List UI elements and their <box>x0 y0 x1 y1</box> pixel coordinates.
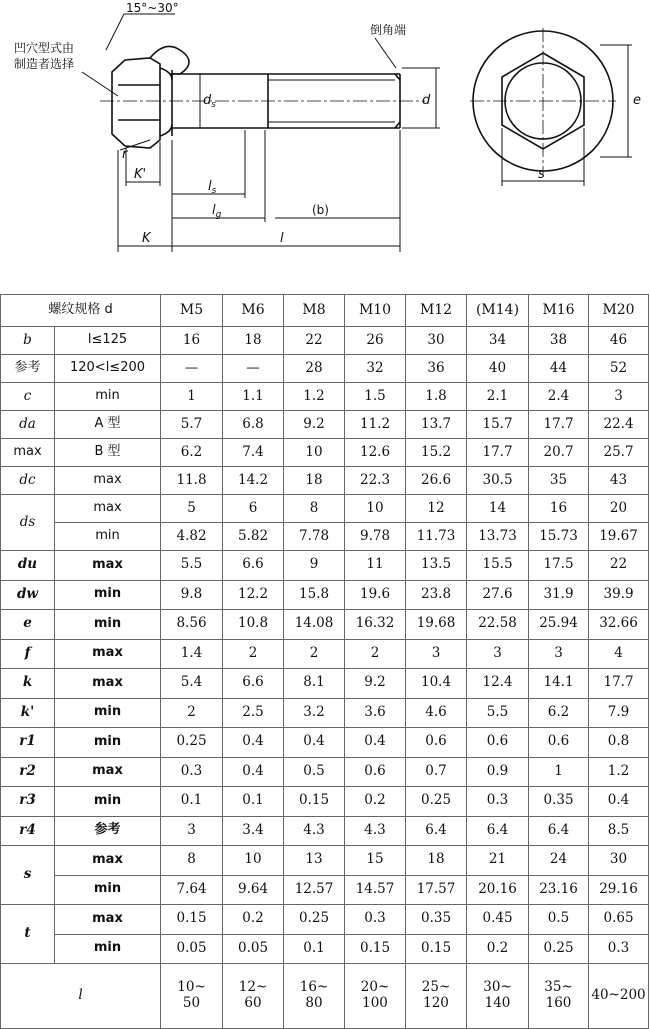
row-condition: min <box>55 787 161 817</box>
cell: 22 <box>589 551 649 581</box>
cell: 19.6 <box>345 580 406 610</box>
cell: 0.15 <box>161 905 223 935</box>
cell: 0.1 <box>161 787 223 817</box>
table-row <box>1 327 649 355</box>
cell: 0.2 <box>467 934 529 964</box>
cell: 3.2 <box>284 698 345 728</box>
length-range: 10~ 50 <box>161 964 223 1029</box>
cell: 18 <box>406 846 467 876</box>
cell: 16 <box>529 495 589 523</box>
cell: 0.3 <box>345 905 406 935</box>
row-condition: 120<l≤200 <box>55 355 161 383</box>
table-row <box>1 846 649 876</box>
row-symbol: c <box>1 383 55 411</box>
cell: 11.8 <box>161 467 223 495</box>
row-condition: max <box>55 846 161 876</box>
row-symbol: dw <box>1 580 55 610</box>
table-row <box>1 439 649 467</box>
cell: 14.2 <box>223 467 284 495</box>
cell: 1.5 <box>345 383 406 411</box>
cell: 1.8 <box>406 383 467 411</box>
recess-note-line1: 凹穴型式由 <box>14 41 75 55</box>
cell: 5 <box>161 495 223 523</box>
dim-l: l <box>280 231 284 246</box>
cell: 10 <box>284 439 345 467</box>
cell: 8.56 <box>161 610 223 640</box>
cell: 27.6 <box>467 580 529 610</box>
cell: 6 <box>223 495 284 523</box>
cell: 26 <box>345 327 406 355</box>
row-condition: max <box>55 467 161 495</box>
cell: 29.16 <box>589 875 649 905</box>
cell: 6.4 <box>529 816 589 846</box>
cell: 12.57 <box>284 875 345 905</box>
table-row <box>1 934 649 964</box>
cell: 39.9 <box>589 580 649 610</box>
cell: 10.8 <box>223 610 284 640</box>
recess-note-line2: 制造者选择 <box>14 57 75 71</box>
cell: 2 <box>161 698 223 728</box>
cell: 15.8 <box>284 580 345 610</box>
cell: 3 <box>589 383 649 411</box>
cell: 20.16 <box>467 875 529 905</box>
row-symbol: r2 <box>1 757 55 787</box>
row-condition: min <box>55 580 161 610</box>
cell: 1.2 <box>284 383 345 411</box>
length-range: 20~ 100 <box>345 964 406 1029</box>
row-symbol: da <box>1 411 55 439</box>
cell: 0.5 <box>284 757 345 787</box>
length-range: 40~200 <box>589 964 649 1029</box>
cell: 11 <box>345 551 406 581</box>
table-row <box>1 467 649 495</box>
angle-label: 15°~30° <box>126 1 179 15</box>
table-row <box>1 411 649 439</box>
cell: 8.1 <box>284 669 345 699</box>
table-row <box>1 383 649 411</box>
thread-spec-header: 螺纹规格 d <box>1 295 161 327</box>
row-condition: B 型 <box>55 439 161 467</box>
cell: 14.08 <box>284 610 345 640</box>
cell: 13.7 <box>406 411 467 439</box>
cell: 0.15 <box>345 934 406 964</box>
cell: 6.2 <box>161 439 223 467</box>
cell: 0.05 <box>161 934 223 964</box>
cell: 0.1 <box>284 934 345 964</box>
cell: 34 <box>467 327 529 355</box>
cell: 0.25 <box>284 905 345 935</box>
cell: 0.15 <box>406 934 467 964</box>
table-row <box>1 816 649 846</box>
cell: 52 <box>589 355 649 383</box>
cell: 7.64 <box>161 875 223 905</box>
cell: 13.73 <box>467 523 529 551</box>
table-row <box>1 698 649 728</box>
flange-bolt-dimension-table <box>0 294 649 1029</box>
cell: 35 <box>529 467 589 495</box>
cell: 14.57 <box>345 875 406 905</box>
row-symbol: du <box>1 551 55 581</box>
cell: 4.3 <box>284 816 345 846</box>
cell: 0.1 <box>223 787 284 817</box>
cell: 0.3 <box>161 757 223 787</box>
size-1: M6 <box>223 295 284 327</box>
cell: 6.4 <box>406 816 467 846</box>
cell: 3.4 <box>223 816 284 846</box>
cell: 13.5 <box>406 551 467 581</box>
cell: 9 <box>284 551 345 581</box>
cell: 0.15 <box>284 787 345 817</box>
length-symbol: l <box>1 964 161 1029</box>
view-b-label: (b) <box>312 203 329 217</box>
cell: 9.8 <box>161 580 223 610</box>
cell: 9.64 <box>223 875 284 905</box>
cell: 31.9 <box>529 580 589 610</box>
dim-ls: $l_s$ <box>208 179 217 196</box>
table-row <box>1 875 649 905</box>
row-symbol: r3 <box>1 787 55 817</box>
cell: 5.5 <box>467 698 529 728</box>
cell: 8.5 <box>589 816 649 846</box>
cell: 0.25 <box>161 728 223 758</box>
row-condition: min <box>55 728 161 758</box>
cell: 3 <box>467 639 529 669</box>
table-row <box>1 355 649 383</box>
cell: 8 <box>161 846 223 876</box>
cell: 5.4 <box>161 669 223 699</box>
cell: 20 <box>589 495 649 523</box>
bolt-technical-drawing <box>0 0 650 290</box>
cell: 8 <box>284 495 345 523</box>
cell: 3 <box>406 639 467 669</box>
cell: 13 <box>284 846 345 876</box>
row-condition: max <box>55 669 161 699</box>
cell: 23.16 <box>529 875 589 905</box>
cell: 1.2 <box>589 757 649 787</box>
cell: 19.67 <box>589 523 649 551</box>
cell: 30 <box>589 846 649 876</box>
cell: 9.78 <box>345 523 406 551</box>
cell: 4.3 <box>345 816 406 846</box>
table-row <box>1 728 649 758</box>
cell: 6.8 <box>223 411 284 439</box>
cell: 28 <box>284 355 345 383</box>
cell: 17.5 <box>529 551 589 581</box>
cell: 12.4 <box>467 669 529 699</box>
cell: 17.57 <box>406 875 467 905</box>
size-6: M16 <box>529 295 589 327</box>
cell: 0.4 <box>345 728 406 758</box>
cell: 2.1 <box>467 383 529 411</box>
cell: 5.5 <box>161 551 223 581</box>
cell: 0.35 <box>406 905 467 935</box>
cell: 22.3 <box>345 467 406 495</box>
cell: 15.5 <box>467 551 529 581</box>
table-row <box>1 551 649 581</box>
row-symbol: max <box>1 439 55 467</box>
cell: 15.73 <box>529 523 589 551</box>
cell: 6.6 <box>223 669 284 699</box>
cell: 30 <box>406 327 467 355</box>
row-symbol: r4 <box>1 816 55 846</box>
cell: 36 <box>406 355 467 383</box>
row-condition: min <box>55 610 161 640</box>
table-row <box>1 905 649 935</box>
cell: 14 <box>467 495 529 523</box>
row-symbol: k' <box>1 698 55 728</box>
row-symbol: s <box>1 846 55 905</box>
table-row <box>1 669 649 699</box>
cell: 0.25 <box>529 934 589 964</box>
dim-Kp: K' <box>134 167 147 182</box>
cell: 2 <box>284 639 345 669</box>
cell: 3 <box>529 639 589 669</box>
dim-lg: $l_g$ <box>212 203 222 220</box>
row-condition: A 型 <box>55 411 161 439</box>
table-row <box>1 757 649 787</box>
size-2: M8 <box>284 295 345 327</box>
cell: 0.45 <box>467 905 529 935</box>
cell: 2 <box>345 639 406 669</box>
cell: 44 <box>529 355 589 383</box>
header-row <box>1 295 649 327</box>
cell: 0.2 <box>345 787 406 817</box>
dim-d: d <box>422 93 431 108</box>
cell: 1 <box>161 383 223 411</box>
cell: 0.3 <box>589 934 649 964</box>
row-symbol: t <box>1 905 55 964</box>
size-4: M12 <box>406 295 467 327</box>
cell: 30.5 <box>467 467 529 495</box>
length-range: 16~ 80 <box>284 964 345 1029</box>
cell: 10.4 <box>406 669 467 699</box>
row-condition: max <box>55 639 161 669</box>
cell: 17.7 <box>467 439 529 467</box>
cell: 9.2 <box>345 669 406 699</box>
length-range: 35~ 160 <box>529 964 589 1029</box>
cell: 15.2 <box>406 439 467 467</box>
cell: 20.7 <box>529 439 589 467</box>
length-row <box>1 964 649 1029</box>
cell: 6.4 <box>467 816 529 846</box>
cell: 0.6 <box>406 728 467 758</box>
cell: 0.4 <box>589 787 649 817</box>
cell: 14.1 <box>529 669 589 699</box>
cell: — <box>161 355 223 383</box>
chamfer-end-label: 倒角端 <box>370 23 407 37</box>
cell: 2.4 <box>529 383 589 411</box>
row-symbol: ds <box>1 495 55 551</box>
cell: 40 <box>467 355 529 383</box>
cell: 0.8 <box>589 728 649 758</box>
cell: 3.6 <box>345 698 406 728</box>
cell: — <box>223 355 284 383</box>
cell: 18 <box>284 467 345 495</box>
cell: 0.2 <box>223 905 284 935</box>
cell: 32 <box>345 355 406 383</box>
dim-e: e <box>633 93 641 108</box>
row-condition: max <box>55 905 161 935</box>
row-condition: 参考 <box>55 816 161 846</box>
cell: 19.68 <box>406 610 467 640</box>
cell: 12.6 <box>345 439 406 467</box>
dim-r: r <box>122 147 128 162</box>
row-symbol: r1 <box>1 728 55 758</box>
row-condition: max <box>55 757 161 787</box>
cell: 16.32 <box>345 610 406 640</box>
cell: 38 <box>529 327 589 355</box>
cell: 4 <box>589 639 649 669</box>
length-range: 30~ 140 <box>467 964 529 1029</box>
row-condition: min <box>55 698 161 728</box>
cell: 1.4 <box>161 639 223 669</box>
cell: 46 <box>589 327 649 355</box>
size-3: M10 <box>345 295 406 327</box>
cell: 12.2 <box>223 580 284 610</box>
row-condition: min <box>55 934 161 964</box>
cell: 4.6 <box>406 698 467 728</box>
cell: 0.9 <box>467 757 529 787</box>
row-symbol: e <box>1 610 55 640</box>
cell: 10 <box>223 846 284 876</box>
cell: 12 <box>406 495 467 523</box>
row-symbol: b <box>1 327 55 355</box>
dim-K: K <box>142 231 151 246</box>
length-range: 25~ 120 <box>406 964 467 1029</box>
cell: 26.6 <box>406 467 467 495</box>
cell: 6.6 <box>223 551 284 581</box>
row-condition: min <box>55 523 161 551</box>
cell: 10 <box>345 495 406 523</box>
row-symbol: dc <box>1 467 55 495</box>
row-symbol: k <box>1 669 55 699</box>
cell: 0.35 <box>529 787 589 817</box>
cell: 0.7 <box>406 757 467 787</box>
cell: 3 <box>161 816 223 846</box>
cell: 7.4 <box>223 439 284 467</box>
row-condition: max <box>55 495 161 523</box>
table-row <box>1 523 649 551</box>
length-range: 12~ 60 <box>223 964 284 1029</box>
size-5: (M14) <box>467 295 529 327</box>
table-row <box>1 610 649 640</box>
row-symbol: f <box>1 639 55 669</box>
row-condition: min <box>55 875 161 905</box>
cell: 2 <box>223 639 284 669</box>
row-condition: min <box>55 383 161 411</box>
cell: 11.73 <box>406 523 467 551</box>
cell: 1.1 <box>223 383 284 411</box>
cell: 0.4 <box>284 728 345 758</box>
cell: 22.4 <box>589 411 649 439</box>
cell: 7.78 <box>284 523 345 551</box>
table-row <box>1 787 649 817</box>
cell: 0.6 <box>529 728 589 758</box>
cell: 0.6 <box>467 728 529 758</box>
cell: 7.9 <box>589 698 649 728</box>
cell: 18 <box>223 327 284 355</box>
cell: 22.58 <box>467 610 529 640</box>
cell: 0.3 <box>467 787 529 817</box>
cell: 0.4 <box>223 728 284 758</box>
row-condition: l≤125 <box>55 327 161 355</box>
row-condition: max <box>55 551 161 581</box>
cell: 32.66 <box>589 610 649 640</box>
cell: 15.7 <box>467 411 529 439</box>
cell: 43 <box>589 467 649 495</box>
cell: 25.94 <box>529 610 589 640</box>
cell: 15 <box>345 846 406 876</box>
cell: 2.5 <box>223 698 284 728</box>
cell: 16 <box>161 327 223 355</box>
cell: 11.2 <box>345 411 406 439</box>
cell: 0.5 <box>529 905 589 935</box>
cell: 0.4 <box>223 757 284 787</box>
size-0: M5 <box>161 295 223 327</box>
cell: 9.2 <box>284 411 345 439</box>
cell: 22 <box>284 327 345 355</box>
dim-s: s <box>538 167 545 182</box>
cell: 0.6 <box>345 757 406 787</box>
cell: 4.82 <box>161 523 223 551</box>
cell: 23.8 <box>406 580 467 610</box>
cell: 0.25 <box>406 787 467 817</box>
row-symbol: 参考 <box>1 355 55 383</box>
cell: 24 <box>529 846 589 876</box>
cell: 5.7 <box>161 411 223 439</box>
cell: 0.05 <box>223 934 284 964</box>
table-row <box>1 580 649 610</box>
table-row <box>1 639 649 669</box>
dim-ds: $d_s$ <box>203 93 216 110</box>
cell: 6.2 <box>529 698 589 728</box>
cell: 5.82 <box>223 523 284 551</box>
cell: 25.7 <box>589 439 649 467</box>
cell: 1 <box>529 757 589 787</box>
cell: 0.65 <box>589 905 649 935</box>
cell: 21 <box>467 846 529 876</box>
cell: 17.7 <box>589 669 649 699</box>
cell: 17.7 <box>529 411 589 439</box>
table-row <box>1 495 649 523</box>
size-7: M20 <box>589 295 649 327</box>
